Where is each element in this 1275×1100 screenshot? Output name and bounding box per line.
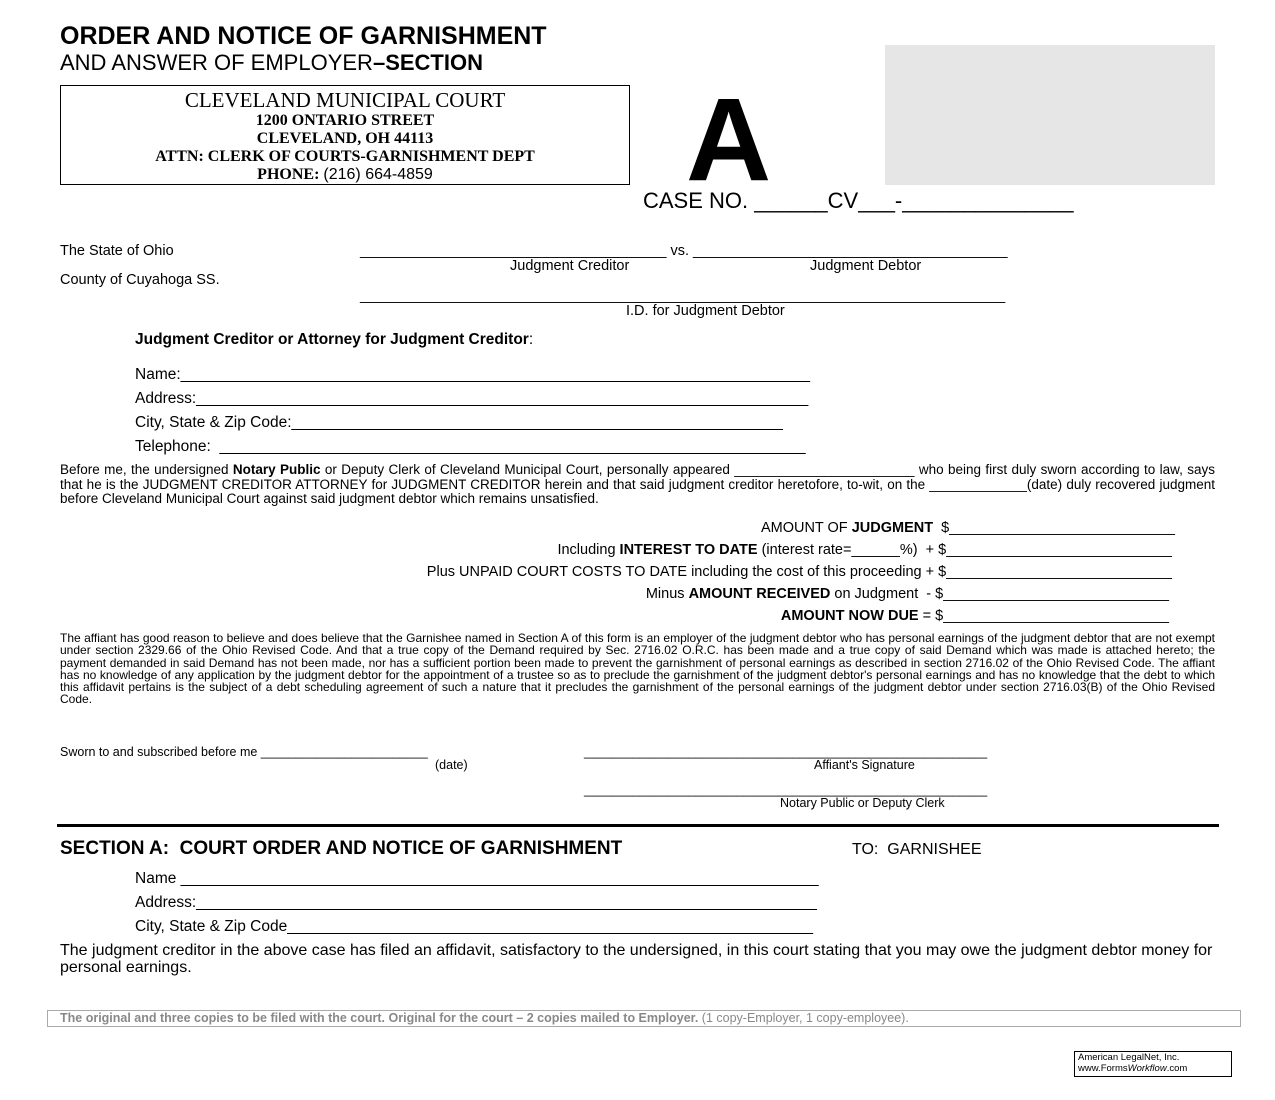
creditor-heading-text: Judgment Creditor or Attorney for Judgment Creditor (135, 331, 529, 348)
amount-blank: = $____________________________ (918, 608, 1169, 624)
filing-bold: The original and three copies to be filed with the court. Original for the court – 2 copies mailed to Employer. (60, 1011, 699, 1025)
section-a-heading: SECTION A: COURT ORDER AND NOTICE OF GARNISHMENT (60, 838, 623, 859)
garnishee-name-field[interactable]: Name __________________________________________________________________________ (135, 870, 819, 887)
filing-instructions (47, 1010, 1241, 1027)
garnishee-city-field[interactable]: City, State & Zip Code_____________________________________________________________ (135, 918, 814, 935)
publisher-name: American LegalNet, Inc. (1078, 1052, 1180, 1063)
publisher-url (1078, 1064, 1228, 1075)
p1-a: Before me, the undersigned (60, 462, 233, 477)
p1-notary: Notary Public (232, 462, 321, 477)
creditor-telephone-field[interactable]: Telephone: ____________________________________________________________________ (135, 438, 806, 455)
amount-blank: on Judgment - $____________________________ (830, 586, 1169, 602)
label-bold: AMOUNT RECEIVED (688, 586, 831, 602)
interest-row[interactable] (557, 542, 1172, 558)
label-bold: INTEREST TO DATE (619, 542, 758, 558)
notary-label: Notary Public or Deputy Clerk (780, 796, 945, 810)
creditor-heading (135, 331, 533, 349)
amount-blank: (interest rate=______%) + $____________________________ (757, 542, 1172, 558)
label-bold: JUDGMENT (851, 520, 934, 536)
amount-judgment-row[interactable] (761, 520, 1175, 536)
sworn-date-field[interactable]: Sworn to and subscribed before me ________________________ (60, 745, 428, 759)
affiant-statement: The affiant has good reason to believe and does believe that the Garnishee named in Section A of this form is an employer of the judgment debtor who has personal earnings of the judgment debtor that are not exempt under section 2329.66 of the Ohio Revised Code. And that a true copy of the Demand required by Sec. 2716.02 O.R.C. has been made and a true copy of said Demand which was made is attached hereto; the payment demanded in said Demand has not been made, nor has a sufficient portion been made to prevent the garnishment of personal earnings as described in section 2716.02 of the Ohio Revised Code. The affiant has no knowledge of any application by the judgment debtor for the appointment of a trustee so as to preclude the garnishment of the judgment debtor's personal earnings and has no knowledge that the debt to which this affidavit pertains is the subject of a debt scheduling agreement of such a nature that it precludes the garnishment of the personal earnings of the judgment debtor under section 2716.03(B) of the Ohio Revised Code. (60, 631, 1215, 707)
county-label: County of Cuyahoga SS. (60, 272, 220, 288)
case-number-field[interactable]: CASE NO. ______CV___-______________ (643, 188, 1074, 213)
creditor-city-field[interactable]: City, State & Zip Code:_________________________________________________________ (135, 414, 783, 431)
affiant-signature-line[interactable]: __________________________________________________________ (584, 745, 988, 759)
url-c: .com (1166, 1062, 1188, 1074)
court-name: CLEVELAND MUNICIPAL COURT (184, 88, 506, 112)
url-a: www.Forms (1078, 1062, 1128, 1074)
amount-blank: $____________________________ (933, 520, 1175, 536)
court-address-box (60, 85, 630, 185)
url-b: Workflow (1127, 1062, 1167, 1074)
affiant-signature-label: Affiant's Signature (814, 758, 915, 772)
heading-colon: : (528, 331, 534, 348)
creditor-name-field[interactable]: Name:_________________________________________________________________________ (135, 366, 810, 383)
notary-signature-line[interactable]: __________________________________________________________ (584, 783, 988, 797)
garnishee-address-field[interactable]: Address:________________________________________________________________________ (135, 894, 817, 911)
court-costs-row[interactable]: Plus UNPAID COURT COSTS TO DATE including the cost of this proceeding + $____________________________ (426, 564, 1172, 580)
subtitle-section: –SECTION (372, 50, 483, 75)
garnishee-label: TO: GARNISHEE (852, 841, 982, 858)
amount-received-row[interactable] (646, 586, 1169, 602)
debtor-id-line[interactable]: ________________________________________________________________________________ (360, 288, 1006, 304)
phone-number: (216) 664-4859 (323, 166, 433, 183)
affidavit-paragraph (60, 463, 1215, 507)
court-attn: ATTN: CLERK OF COURTS-GARNISHMENT DEPT (155, 148, 535, 165)
filing-stamp-area (885, 45, 1215, 185)
creditor-label: Judgment Creditor (510, 258, 630, 274)
section-letter: A (686, 74, 772, 206)
state-label: The State of Ohio (60, 243, 174, 259)
form-title: ORDER AND NOTICE OF GARNISHMENT (60, 22, 547, 50)
subtitle-text: AND ANSWER OF EMPLOYER (60, 50, 373, 75)
date-label: (date) (435, 758, 468, 772)
publisher-credit (1074, 1051, 1232, 1077)
section-divider (57, 824, 1219, 827)
label: Minus (645, 586, 689, 602)
creditor-address-field[interactable]: Address:_______________________________________________________________________ (135, 390, 809, 407)
label-bold: AMOUNT NOW DUE (780, 608, 919, 624)
section-a-text: The judgment creditor in the above case has filed an affidavit, satisfactory to the undersigned, in this court stating that you may owe the judgment debtor money for personal earnings. (60, 942, 1213, 976)
amount-due-row[interactable] (781, 608, 1169, 624)
label: Including (557, 542, 620, 558)
court-city: CLEVELAND, OH 44113 (256, 130, 434, 147)
court-phone (61, 166, 629, 184)
form-subtitle (60, 50, 483, 76)
debtor-label: Judgment Debtor (810, 258, 922, 274)
filing-plain: (1 copy-Employer, 1 copy-employee). (698, 1011, 909, 1025)
p1-c: or Deputy Clerk of Cleveland Municipal Court, personally appeared ________________________ who being first duly sworn according to law, says that he is the JUDGMENT CREDITOR ATTORNEY for JUDGMENT CREDITOR herein and that said judgment creditor heretofore, to-wit, on the _____________(date) duly recovered judgment before Cleveland Municipal Court against said judgment debtor which remains unsatisfied. (60, 462, 1215, 506)
label: AMOUNT OF (760, 520, 852, 536)
phone-label: PHONE: (257, 166, 320, 183)
debtor-id-label: I.D. for Judgment Debtor (626, 303, 785, 319)
creditor-debtor-line[interactable]: ______________________________________ vs. _______________________________________ (360, 243, 1008, 259)
court-street: 1200 ONTARIO STREET (255, 112, 435, 129)
